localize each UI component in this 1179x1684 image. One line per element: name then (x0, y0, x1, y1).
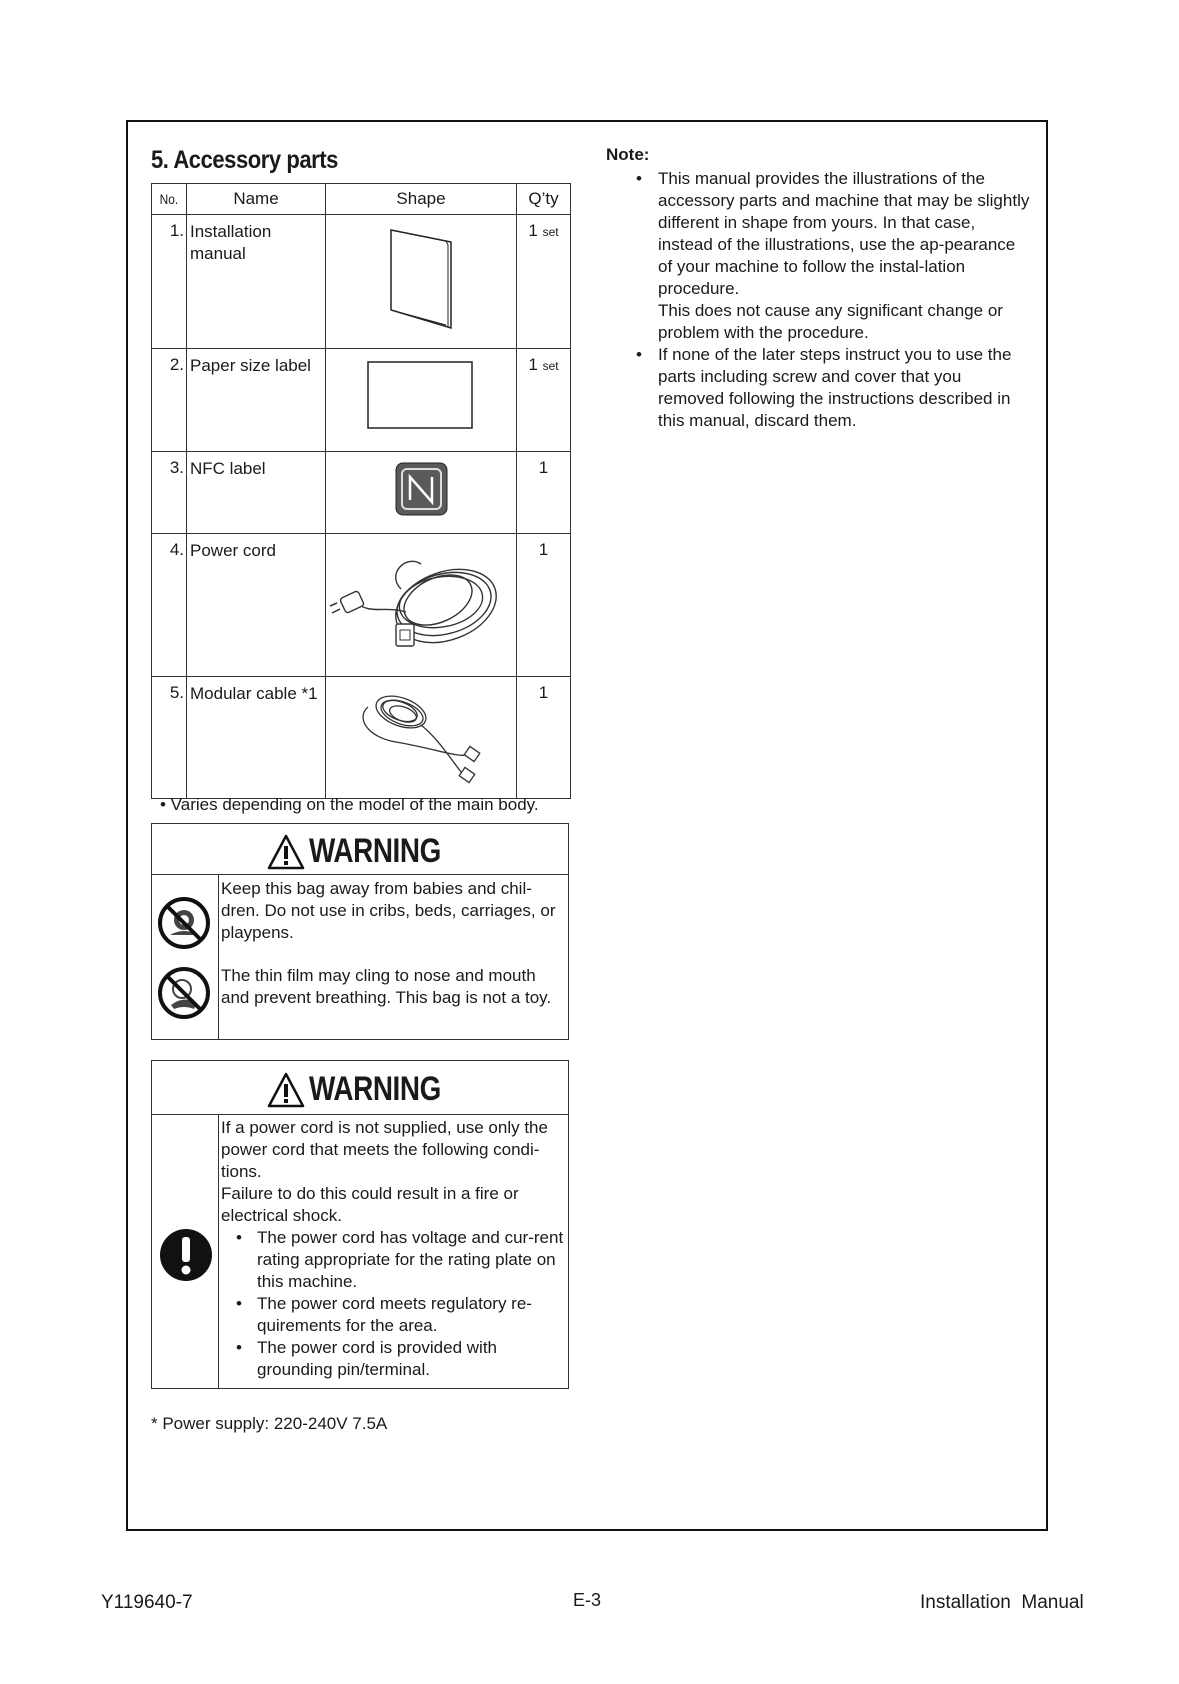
table-row (152, 452, 571, 534)
row-no: 3. (152, 452, 187, 534)
row-qty: 1 (517, 677, 571, 799)
list-item: • The power cord has voltage and cur-rent rating appropriate for the rating plate on this machine. (221, 1227, 569, 1293)
power-cord-conditions (221, 1227, 569, 1381)
warning-intro-1: If a power cord is not supplied, use only the power cord that meets the following condi-tions. (221, 1118, 548, 1181)
accessory-table (151, 183, 571, 799)
no-suffocation-icon (156, 965, 216, 1025)
row-no: 2. (152, 349, 187, 452)
manual-title: Installation Manual (920, 1592, 1084, 1613)
row-name: Power cord (187, 534, 326, 677)
label-illustration (326, 349, 517, 452)
header-qty: Q’ty (517, 184, 571, 215)
warning-text-2: The thin film may cling to nose and mouth and prevent breathing. This bag is not a toy. (221, 966, 552, 1007)
header-name: Name (187, 184, 326, 215)
table-row (152, 534, 571, 677)
document-id: Y119640-7 (101, 1592, 193, 1613)
warning-triangle-icon (267, 834, 305, 870)
warning-intro-2: Failure to do this could result in a fire or electrical shock. (221, 1184, 519, 1225)
mandatory-action-icon (159, 1228, 213, 1282)
row-name: Modular cable *1 (187, 677, 326, 799)
row-name: Installation manual (187, 215, 326, 349)
row-qty: 1 (517, 452, 571, 534)
row-no: 1. (152, 215, 187, 349)
row-no: 4. (152, 534, 187, 677)
list-item: • The power cord meets regulatory re-quirements for the area. (221, 1293, 569, 1337)
note-title: Note: (606, 145, 650, 164)
booklet-illustration (326, 215, 517, 349)
table-row (152, 349, 571, 452)
row-qty: 1 set (517, 349, 571, 452)
row-name: Paper size label (187, 349, 326, 452)
section-title: 5. Accessory parts (151, 146, 338, 174)
row-qty: 1 set (517, 215, 571, 349)
row-no: 5. (152, 677, 187, 799)
row-qty: 1 (517, 534, 571, 677)
warning-text-1: Keep this bag away from babies and chil-dren. Do not use in cribs, beds, carriages, or playpens. (221, 879, 556, 942)
warning-title: WARNING (309, 832, 441, 870)
modular-cable-illustration (326, 677, 517, 799)
power-supply-note: * Power supply: 220-240V 7.5A (151, 1414, 388, 1433)
model-footnote: • Varies depending on the model of the main body. (160, 795, 539, 814)
table-header-row (152, 184, 571, 215)
no-baby-icon (156, 895, 216, 955)
warning-box-power-cord (151, 1060, 569, 1389)
warning-box-plastic-bag (151, 823, 569, 1040)
warning-header (152, 824, 568, 875)
table-row (152, 677, 571, 799)
power-cord-illustration (326, 534, 517, 677)
page-number: E-3 (573, 1590, 602, 1610)
list-item: • If none of the later steps instruct you to use the parts including screw and cover that you removed following the instructions described in this manual, discard them. (636, 344, 1031, 432)
note-list (636, 168, 1031, 432)
warning-triangle-icon (267, 1072, 305, 1108)
list-item: • The power cord is provided with grounding pin/terminal. (221, 1337, 569, 1381)
warning-title: WARNING (309, 1070, 441, 1108)
warning-header (152, 1061, 568, 1115)
nfc-logo (326, 452, 517, 534)
row-name: NFC label (187, 452, 326, 534)
table-row (152, 215, 571, 349)
header-no: No. (152, 184, 187, 215)
header-shape: Shape (326, 184, 517, 215)
list-item: • This manual provides the illustrations of the accessory parts and machine that may be slightly different in shape from yours. In that case, instead of the illustrations, use the ap-pearance of your machine to follow the instal-lation procedure. This does not cause any significant change or problem with the procedure. (636, 168, 1031, 344)
